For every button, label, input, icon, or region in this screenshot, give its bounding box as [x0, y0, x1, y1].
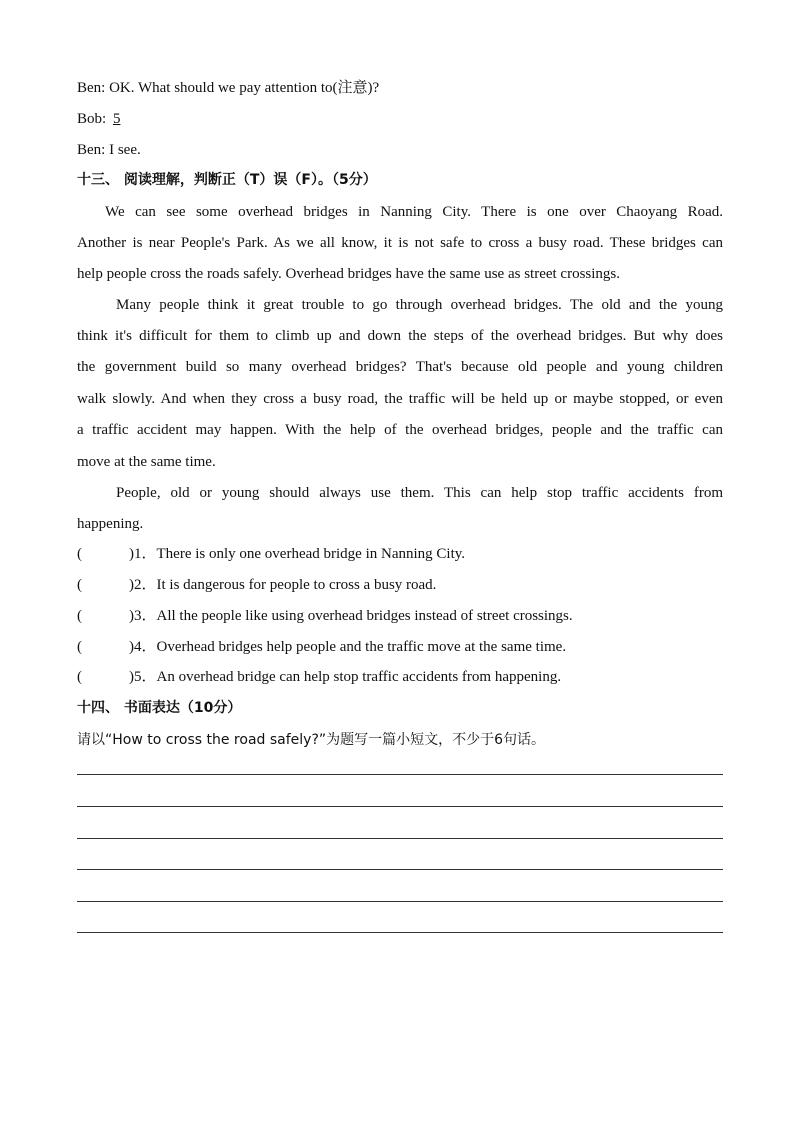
dialogue-line-bob: [77, 109, 723, 129]
writing-line[interactable]: [77, 932, 723, 933]
passage-line: walk slowly. And when they cross a busy road, the traffic will be held up or maybe stopped, or even: [77, 391, 723, 407]
tf-question-5: [77, 667, 723, 687]
writing-line[interactable]: [77, 806, 723, 807]
tf-question-1: [77, 544, 723, 564]
passage-line: the government build so many overhead bridges? That's because old people and young children: [77, 359, 723, 375]
dialogue-line-ben-1: Ben: OK. What should we pay attention to(注意)?: [77, 80, 380, 96]
writing-line[interactable]: [77, 774, 723, 775]
passage-line: help people cross the roads safely. Overhead bridges have the same use as street crossings.: [77, 266, 621, 282]
passage-line: We can see some overhead bridges in Nanning City. There is one over Chaoyang Road.: [105, 204, 723, 220]
section-14-heading: 十四、 书面表达（10分）: [77, 700, 242, 716]
answer-paren-open[interactable]: (: [77, 608, 82, 624]
question-number: )5．: [129, 669, 157, 685]
answer-paren-open[interactable]: (: [77, 546, 82, 562]
passage-line: move at the same time.: [77, 454, 216, 470]
question-text: There is only one overhead bridge in Nanning City.: [156, 546, 466, 562]
passage-line: think it's difficult for them to climb up and down the steps of the overhead bridges. But why does: [77, 328, 723, 344]
question-text: It is dangerous for people to cross a busy road.: [156, 577, 437, 593]
answer-paren-open[interactable]: (: [77, 669, 82, 685]
question-text: Overhead bridges help people and the traffic move at the same time.: [156, 639, 567, 655]
passage-line: Many people think it great trouble to go through overhead bridges. The old and the young: [116, 297, 723, 313]
tf-question-2: [77, 575, 723, 595]
writing-line[interactable]: [77, 838, 723, 839]
answer-paren-open[interactable]: (: [77, 639, 82, 655]
question-text: All the people like using overhead bridges instead of street crossings.: [156, 608, 573, 624]
passage-line: Another is near People's Park. As we all know, it is not safe to cross a busy road. These bridges can: [77, 235, 723, 251]
writing-line[interactable]: [77, 901, 723, 902]
tf-question-3: [77, 606, 723, 626]
question-number: )1．: [129, 546, 157, 562]
answer-paren-open[interactable]: (: [77, 577, 82, 593]
tf-question-4: [77, 637, 723, 657]
passage-line: People, old or young should always use them. This can help stop traffic accidents from: [116, 485, 723, 501]
dialogue-line-ben-2: Ben: I see.: [77, 142, 141, 158]
writing-line[interactable]: [77, 869, 723, 870]
question-number: )2．: [129, 577, 157, 593]
passage-line: a traffic accident may happen. With the help of the overhead bridges, people and the traffic can: [77, 422, 723, 438]
passage-line: happening.: [77, 516, 144, 532]
section-13-heading: 十三、 阅读理解，判断正（T）误（F）。（5分）: [77, 172, 377, 188]
question-number: )3．: [129, 608, 157, 624]
writing-prompt: 请以“How to cross the road safely?”为题写一篇小短文，不少于6句话。: [77, 732, 546, 748]
question-number: )4．: [129, 639, 157, 655]
bob-speaker: Bob:: [77, 111, 107, 127]
question-text: An overhead bridge can help stop traffic accidents from happening.: [156, 669, 562, 685]
answer-blank-5[interactable]: 5: [112, 111, 121, 127]
